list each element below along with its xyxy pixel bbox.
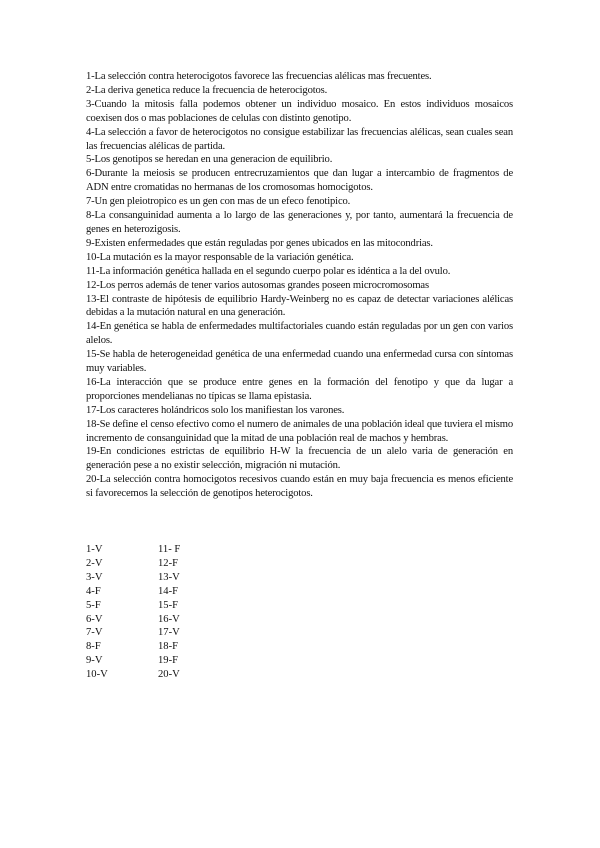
statement-6: 6-Durante la meiosis se producen entrecruzamientos que dan lugar a intercambio de fragmentos de ADN entre cromatidas no hermanas de los cromosomas homocigotos. bbox=[86, 168, 513, 194]
answer-right: 18-F bbox=[158, 641, 179, 653]
answer-right: 20-V bbox=[158, 669, 180, 681]
answer-row bbox=[86, 613, 230, 627]
answer-right: 17-V bbox=[158, 627, 180, 639]
statement-4: 4-La selección a favor de heterocigotos no consigue estabilizar las frecuencias alélicas, sean cuales sean las frecuencias alélicas de partida. bbox=[86, 126, 513, 152]
answer-row bbox=[86, 543, 230, 557]
answer-left: 10-V bbox=[86, 669, 108, 681]
answer-left: 6-V bbox=[86, 613, 103, 625]
answer-left: 5-F bbox=[86, 599, 101, 611]
statement-18: 18-Se define el censo efectivo como el numero de animales de una población ideal que tuviera el mismo incremento de consanguinidad que la mitad de una población real de machos y hembras. bbox=[86, 418, 513, 444]
answer-left: 2-V bbox=[86, 557, 103, 569]
answer-row bbox=[86, 668, 230, 682]
statement-3: 3-Cuando la mitosis falla podemos obtener un individuo mosaico. En estos individuos mosaicos coexisen dos o mas poblaciones de celulas con distinto genotipo. bbox=[86, 98, 513, 124]
statement-list bbox=[86, 70, 513, 501]
answer-row bbox=[86, 640, 230, 654]
answer-row bbox=[86, 557, 230, 571]
statement-9: 9-Existen enfermedades que están reguladas por genes ubicados en las mitocondrias. bbox=[86, 237, 433, 249]
answer-row bbox=[86, 599, 230, 613]
answer-left: 8-F bbox=[86, 641, 101, 653]
answer-row bbox=[86, 571, 230, 585]
statement-5: 5-Los genotipos se heredan en una generacion de equilibrio. bbox=[86, 154, 333, 166]
statement-20: 20-La selección contra homocigotos recesivos cuando están en muy baja frecuencia es menos eficiente si favorecemos la selección de genotipos heterocigotos. bbox=[86, 474, 513, 500]
answer-left: 9-V bbox=[86, 655, 103, 667]
answer-row bbox=[86, 585, 230, 599]
answer-right: 14-F bbox=[158, 585, 179, 597]
statement-8: 8-La consanguinidad aumenta a lo largo de las generaciones y, por tanto, aumentará la frecuencia de genes en heterozigosis. bbox=[86, 210, 513, 235]
statement-17: 17-Los caracteres holándricos solo los manifiestan los varones. bbox=[86, 404, 345, 416]
statement-13: 13-El contraste de hipótesis de equilibrio Hardy-Weinberg no es capaz de detectar variaciones alélicas debidas a la mutación natural en una generación. bbox=[86, 293, 513, 319]
statement-12: 12-Los perros además de tener varios autosomas grandes poseen microcromosomas bbox=[86, 279, 429, 291]
answer-key bbox=[86, 543, 230, 682]
answer-right: 16-V bbox=[158, 613, 180, 625]
answer-right: 19-F bbox=[158, 655, 179, 667]
answer-left: 3-V bbox=[86, 571, 103, 583]
statement-15: 15-Se habla de heterogeneidad genética de una enfermedad cuando una enfermedad cursa con síntomas muy variables. bbox=[86, 349, 513, 375]
statement-10: 10-La mutación es la mayor responsable de la variación genética. bbox=[86, 251, 354, 263]
statement-14: 14-En genética se habla de enfermedades multifactoriales cuando están reguladas por un gen con varios alelos. bbox=[86, 321, 513, 347]
answer-right: 11- F bbox=[158, 544, 181, 555]
statement-11: 11-La información genética hallada en el segundo cuerpo polar es idéntica a la del ovulo. bbox=[86, 265, 451, 277]
answer-right: 13-V bbox=[158, 571, 180, 583]
answer-right: 12-F bbox=[158, 557, 179, 569]
answer-right: 15-F bbox=[158, 599, 179, 611]
answer-left: 1-V bbox=[86, 544, 103, 555]
answer-row bbox=[86, 626, 230, 640]
statement-1: 1-La selección contra heterocigotos favorece las frecuencias alélicas mas frecuentes. bbox=[86, 71, 432, 82]
statement-7: 7-Un gen pleiotropico es un gen con mas de un efeco fenotipico. bbox=[86, 196, 351, 208]
answer-left: 7-V bbox=[86, 627, 103, 639]
answer-left: 4-F bbox=[86, 585, 101, 597]
statement-16: 16-La interacción que se produce entre genes en la formación del fenotipo y que da lugar a proporciones mendelianas no típicas se llama epistasia. bbox=[86, 376, 513, 402]
statement-2: 2-La deriva genetica reduce la frecuencia de heterocigotos. bbox=[86, 84, 328, 96]
statement-19: 19-En condiciones estrictas de equilibrio H-W la frecuencia de un alelo varia de generación en generación pese a no existir selección, migración ni mutación. bbox=[86, 446, 513, 472]
answer-row bbox=[86, 654, 230, 668]
